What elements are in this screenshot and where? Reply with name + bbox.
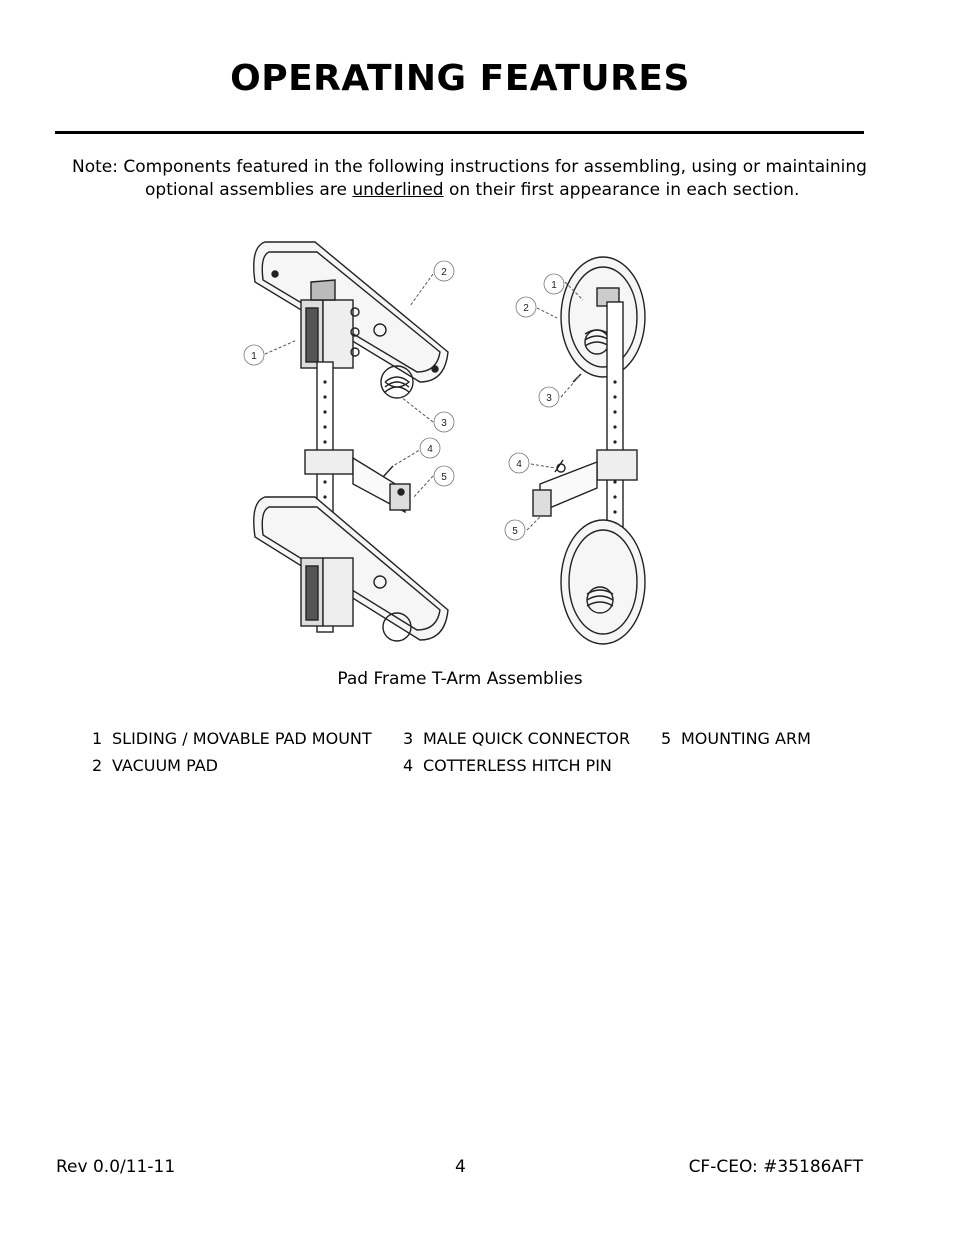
legend-item-4: 4 COTTERLESS HITCH PIN [403, 756, 612, 775]
legend-column-3 [661, 725, 811, 752]
footer-page-number: 4 [455, 1157, 466, 1177]
left-callout-3: 3 [441, 418, 447, 429]
right-callout-3: 3 [546, 393, 552, 404]
left-callout-5: 5 [441, 472, 447, 483]
left-callout-2: 2 [441, 267, 447, 278]
underlined-word: underlined [352, 180, 444, 200]
legend-column-2 [403, 725, 630, 779]
note-line-2: optional assemblies are underlined on their first appearance in each section. [145, 180, 800, 200]
note-paragraph [72, 156, 872, 202]
legend-item-1: 1 SLIDING / MOVABLE PAD MOUNT [92, 729, 372, 748]
right-upper-vacuum-pad [561, 257, 645, 377]
right-lower-vacuum-pad [561, 520, 645, 644]
figure-caption: Pad Frame T-Arm Assemblies [337, 669, 583, 689]
page-title: OPERATING FEATURES [230, 58, 690, 99]
legend-item-2: 2 VACUUM PAD [92, 756, 218, 775]
title-divider [55, 131, 864, 134]
legend-column-1 [92, 725, 372, 779]
right-callout-2: 2 [523, 303, 529, 314]
right-callout-1: 1 [551, 280, 557, 291]
footer-document-id: CF-CEO: #35186AFT [688, 1157, 863, 1177]
left-callout-1: 1 [251, 351, 257, 362]
legend-item-3: 3 MALE QUICK CONNECTOR [403, 729, 631, 748]
legend-item-5: 5 MOUNTING ARM [661, 729, 811, 748]
left-callout-4: 4 [427, 444, 433, 455]
footer-revision: Rev 0.0/11-11 [56, 1157, 176, 1177]
right-callout-5: 5 [512, 526, 518, 537]
note-line-1: Note: Components featured in the following instructions for assembling, using or maintaining [72, 157, 867, 177]
t-arm-assemblies-drawing [205, 222, 665, 667]
left-lower-vacuum-pad [254, 497, 448, 641]
right-callout-4: 4 [516, 459, 522, 470]
